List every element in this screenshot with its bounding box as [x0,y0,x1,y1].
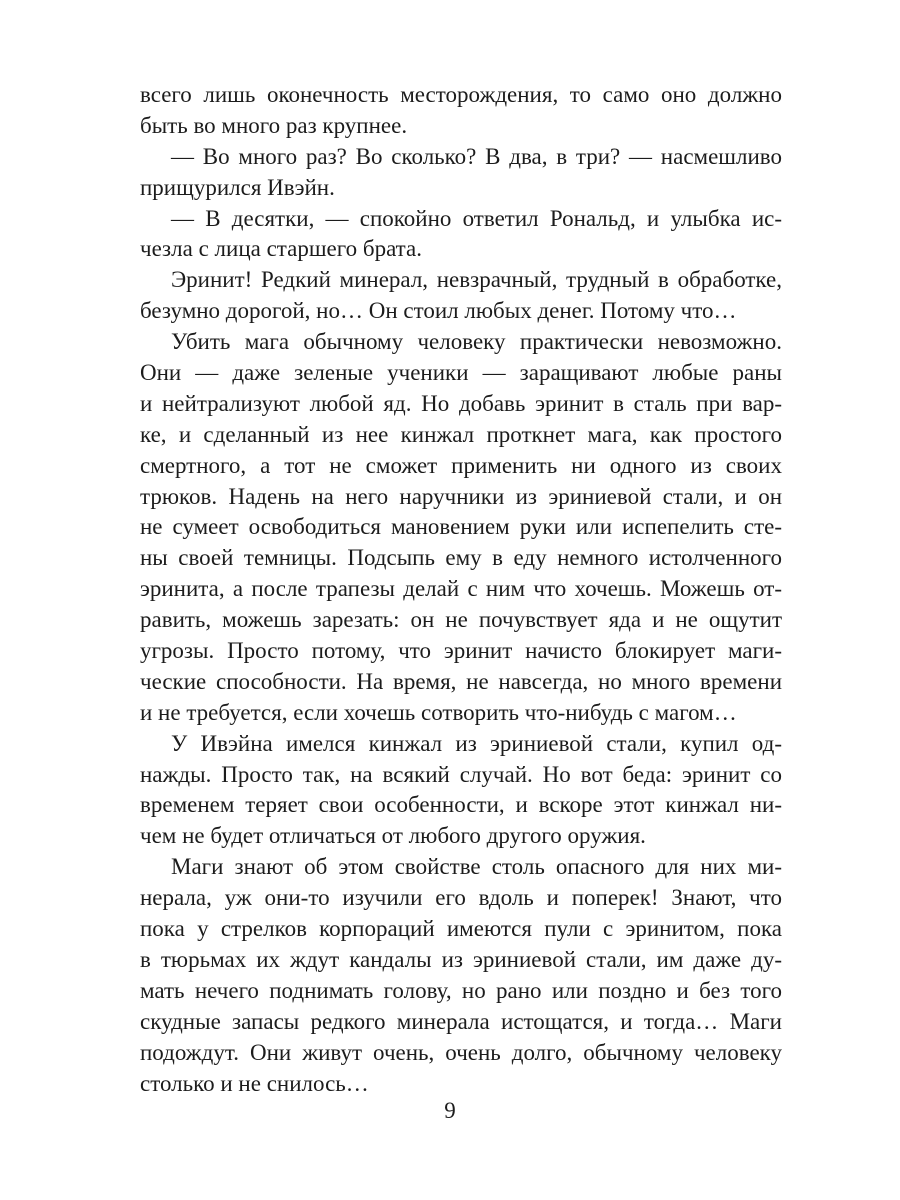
text-line: угрозы. Просто потому, что эринит начисто блокирует маги- [140,638,782,664]
text-line: подождут. Они живут очень, очень долго, обычному человеку [140,1039,782,1065]
text-line: и нейтрализуют любой яд. Но добавь эринит в сталь при вар- [140,390,782,416]
text-line: нерала, уж они-то изучили его вдоль и поперек! Знают, что [140,885,782,911]
text-line: чезла с лица старшего брата. [140,236,422,262]
text-line: ке, и сделанный из нее кинжал проткнет мага, как простого [140,421,782,447]
text-line: эринита, а после трапезы делай с ним что хочешь. Можешь от- [140,576,782,602]
text-line: трюков. Надень на него наручники из эриниевой стали, и он [140,483,782,509]
text-line: скудные запасы редкого минерала истощатся, и тогда… Маги [140,1008,782,1034]
text-line: ны своей темницы. Подсыпь ему в еду немного истолченного [140,545,782,571]
text-line: — Во много раз? Во сколько? В два, в три? — насмешливо [171,143,782,169]
text-line: в тюрьмах их ждут кандалы из эриниевой стали, им даже ду- [140,946,782,972]
text-line: быть во много раз крупнее. [140,112,408,138]
text-line: смертного, а тот не сможет применить ни одного из своих [140,452,782,478]
text-line: — В десятки, — спокойно ответил Рональд, и улыбка ис- [171,205,782,231]
text-line: ческие способности. На время, не навсегда, но много времени [140,668,782,694]
text-line: Эринит! Редкий минерал, невзрачный, трудный в обработке, [171,267,782,293]
text-line: нажды. Просто так, на всякий случай. Но вот беда: эринит со [140,761,782,787]
text-line: Маги знают об этом свойстве столь опасного для них ми- [171,854,782,880]
text-line: временем теряет свои особенности, и вскоре этот кинжал ни- [140,792,782,818]
page-body [140,80,782,1099]
text-line: безумно дорогой, но… Он стоил любых денег. Потому что… [140,298,737,324]
text-line: Убить мага обычному человеку практически невозможно. [171,329,782,355]
text-line: равить, можешь зарезать: он не почувствует яда и не ощутит [140,607,782,633]
text-line: и не требуется, если хочешь сотворить что-нибудь с магом… [140,699,737,725]
text-line: Они — даже зеленые ученики — заращивают любые раны [140,360,782,386]
text-line: не сумеет освободиться мановением руки или испепелить сте- [140,514,782,540]
text-line: У Ивэйна имелся кинжал из эриниевой стали, купил од- [171,730,782,756]
text-line: прищурился Ивэйн. [140,174,335,200]
text-line: столько и не снилось… [140,1070,369,1096]
page-number: 9 [444,1098,456,1123]
text-line: мать нечего поднимать голову, но рано или поздно и без того [140,977,782,1003]
text-line: чем не будет отличаться от любого другого оружия. [140,823,646,849]
text-line: всего лишь оконечность месторождения, то само оно должно [140,82,782,107]
text-line: пока у стрелков корпораций имеются пули с эринитом, пока [140,916,782,942]
